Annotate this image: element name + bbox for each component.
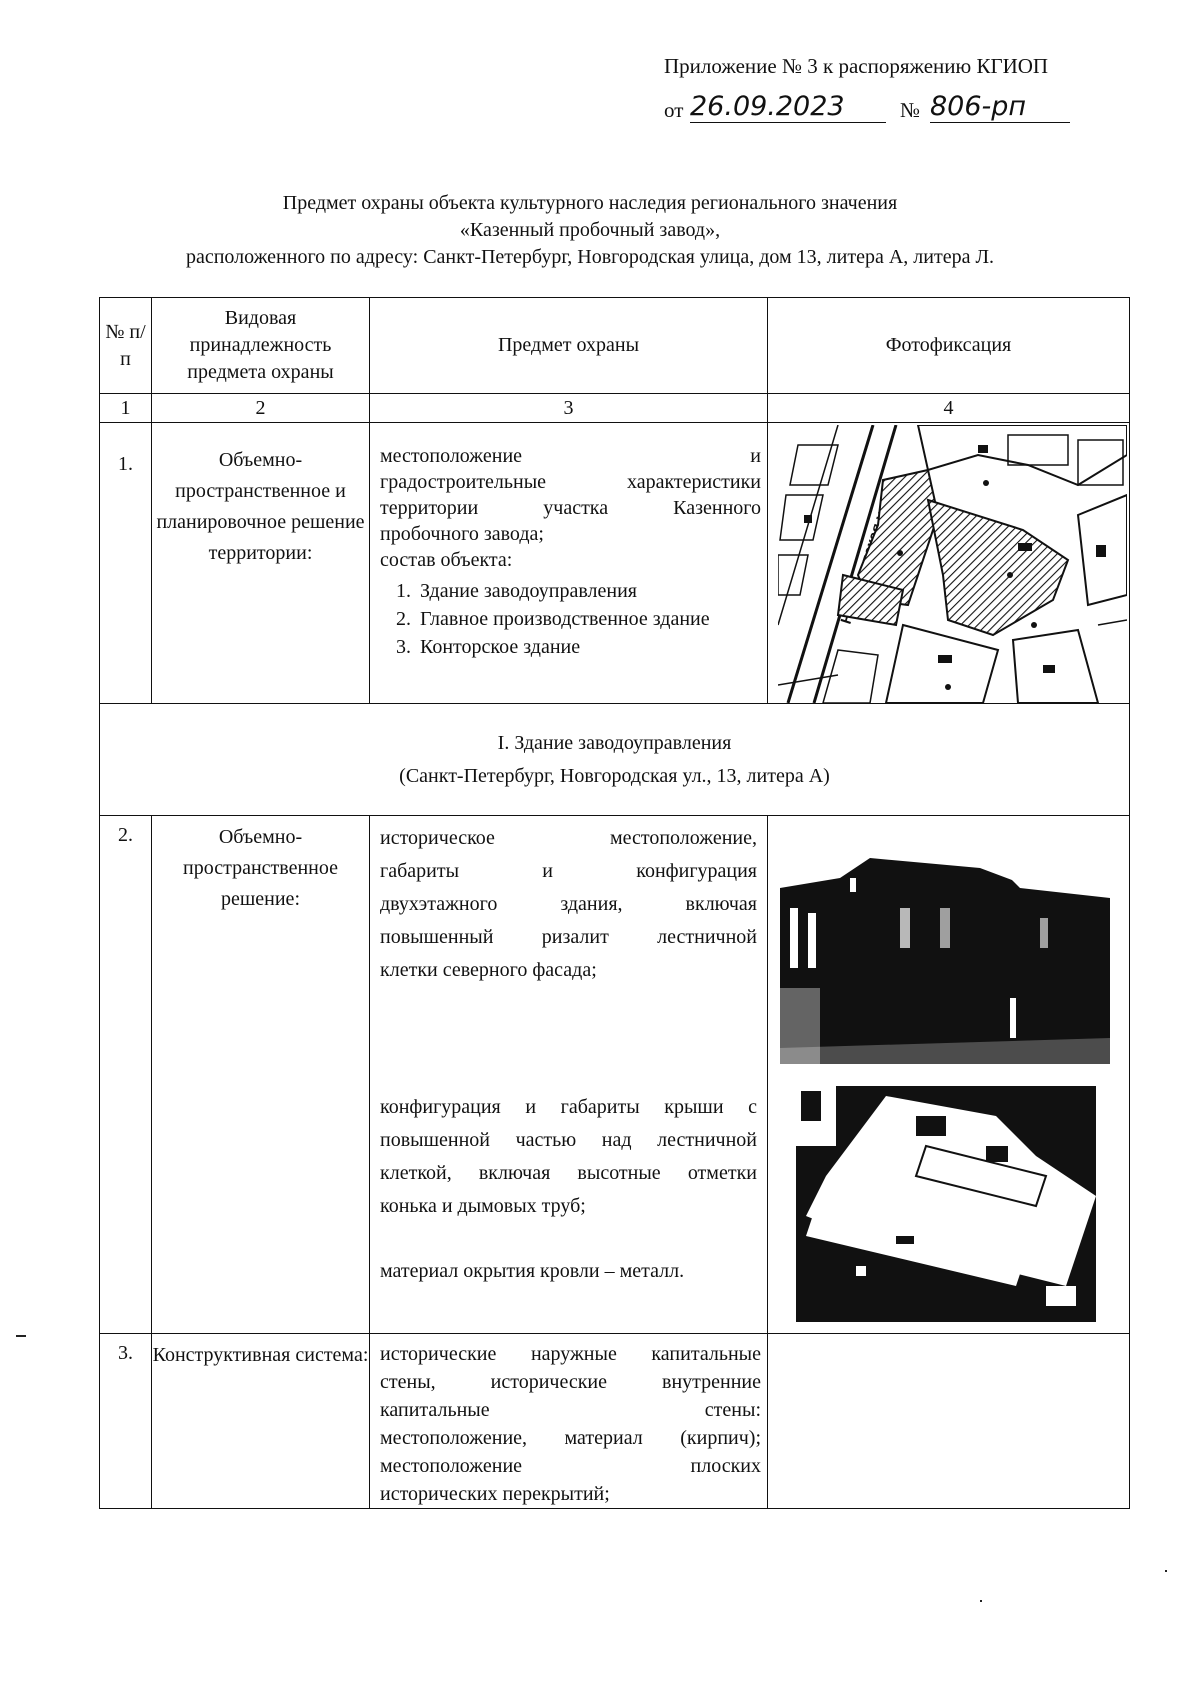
header-number: № п/п xyxy=(100,298,152,394)
building-facade-photo xyxy=(780,838,1110,1064)
row-kind: Объемно-пространственное решение: xyxy=(152,816,370,1334)
list-item: 2. Главное производственное здание xyxy=(416,605,761,633)
table-row xyxy=(100,816,1130,1334)
header-photo: Фотофиксация xyxy=(768,298,1130,394)
table-header-row xyxy=(100,298,1130,394)
composition-list xyxy=(380,577,761,661)
title-line-3: расположенного по адресу: Санкт-Петербург, Новгородская улица, дом 13, литера А, литера Л. xyxy=(185,246,995,268)
header-kind: Видовая принадлежность предмета охраны xyxy=(152,298,370,394)
subject-line: конфигурация и габариты крыши с xyxy=(380,1096,757,1118)
handwritten-number: 806-рп xyxy=(930,92,1070,123)
subject-line: материал окрытия кровли – металл. xyxy=(380,1260,685,1282)
subject-line: исторические наружные капитальные xyxy=(380,1343,761,1365)
subject-line: повышенный ризалит лестничной xyxy=(380,926,757,948)
subject-line: клеткой, включая высотные отметки xyxy=(380,1162,757,1184)
row-kind: Объемно-пространственное и планировочное решение территории: xyxy=(152,423,370,704)
index-1: 1 xyxy=(100,394,152,423)
subject-line: историческое местоположение, xyxy=(380,827,757,849)
subject-line: пробочного завода; xyxy=(380,523,544,545)
aerial-roof-photo xyxy=(796,1086,1096,1322)
subject-line: местоположение плоских xyxy=(380,1455,761,1477)
header-subject: Предмет охраны xyxy=(370,298,768,394)
subject-line: габариты и конфигурация xyxy=(380,860,757,882)
index-2: 2 xyxy=(152,394,370,423)
title-line-2: «Казенный пробочный завод», xyxy=(459,219,721,241)
section-heading xyxy=(100,704,1130,816)
table-row xyxy=(100,1334,1130,1509)
subject-line: капитальные стены: xyxy=(380,1399,761,1421)
number-label: № xyxy=(900,98,921,122)
scan-speck xyxy=(1165,1570,1167,1572)
subject-line: исторических перекрытий; xyxy=(380,1483,610,1505)
document-title xyxy=(60,190,1120,271)
title-line-1: Предмет охраны объекта культурного наследия регионального значения xyxy=(282,192,898,214)
row-number: 2. xyxy=(100,816,152,1334)
subject-line: клетки северного фасада; xyxy=(380,959,597,981)
protection-subject-table xyxy=(99,297,1130,1509)
column-index-row xyxy=(100,394,1130,423)
row-subject xyxy=(370,816,768,1334)
composition-label: состав объекта: xyxy=(380,549,513,571)
subject-line: повышенной частью над лестничной xyxy=(380,1129,757,1151)
subject-line: конька и дымовых труб; xyxy=(380,1195,586,1217)
subject-line: двухэтажного здания, включая xyxy=(380,893,757,915)
site-map-cell xyxy=(768,423,1130,704)
site-plan-map xyxy=(778,425,1127,703)
section-address: (Санкт-Петербург, Новгородская ул., 13, литера А) xyxy=(399,764,830,787)
list-item: 1. Здание заводоуправления xyxy=(416,577,761,605)
index-3: 3 xyxy=(370,394,768,423)
subject-line: местоположение, материал (кирпич); xyxy=(380,1427,761,1449)
appendix-heading: Приложение № 3 к распоряжению КГИОП xyxy=(664,54,1049,78)
row-number: 1. xyxy=(100,423,152,704)
row-kind: Конструктивная система: xyxy=(152,1334,370,1509)
scan-speck xyxy=(16,1335,26,1337)
subject-line: местоположение и xyxy=(380,445,761,467)
scan-speck xyxy=(980,1600,982,1602)
section-title: I. Здание заводоуправления xyxy=(497,731,732,754)
date-label: от xyxy=(664,98,684,122)
subject-line: градостроительные характеристики xyxy=(380,471,761,493)
subject-line: стены, исторические внутренние xyxy=(380,1371,761,1393)
row-subject xyxy=(370,423,768,704)
photo-cell xyxy=(768,816,1130,1334)
handwritten-date: 26.09.2023 xyxy=(690,92,886,123)
table-row xyxy=(100,423,1130,704)
index-4: 4 xyxy=(768,394,1130,423)
section-row xyxy=(100,704,1130,816)
photo-cell-empty xyxy=(768,1334,1130,1509)
row-number: 3. xyxy=(100,1334,152,1509)
list-item: 3. Конторское здание xyxy=(416,633,761,661)
row-subject xyxy=(370,1334,768,1509)
subject-line: территории участка Казенного xyxy=(380,497,761,519)
